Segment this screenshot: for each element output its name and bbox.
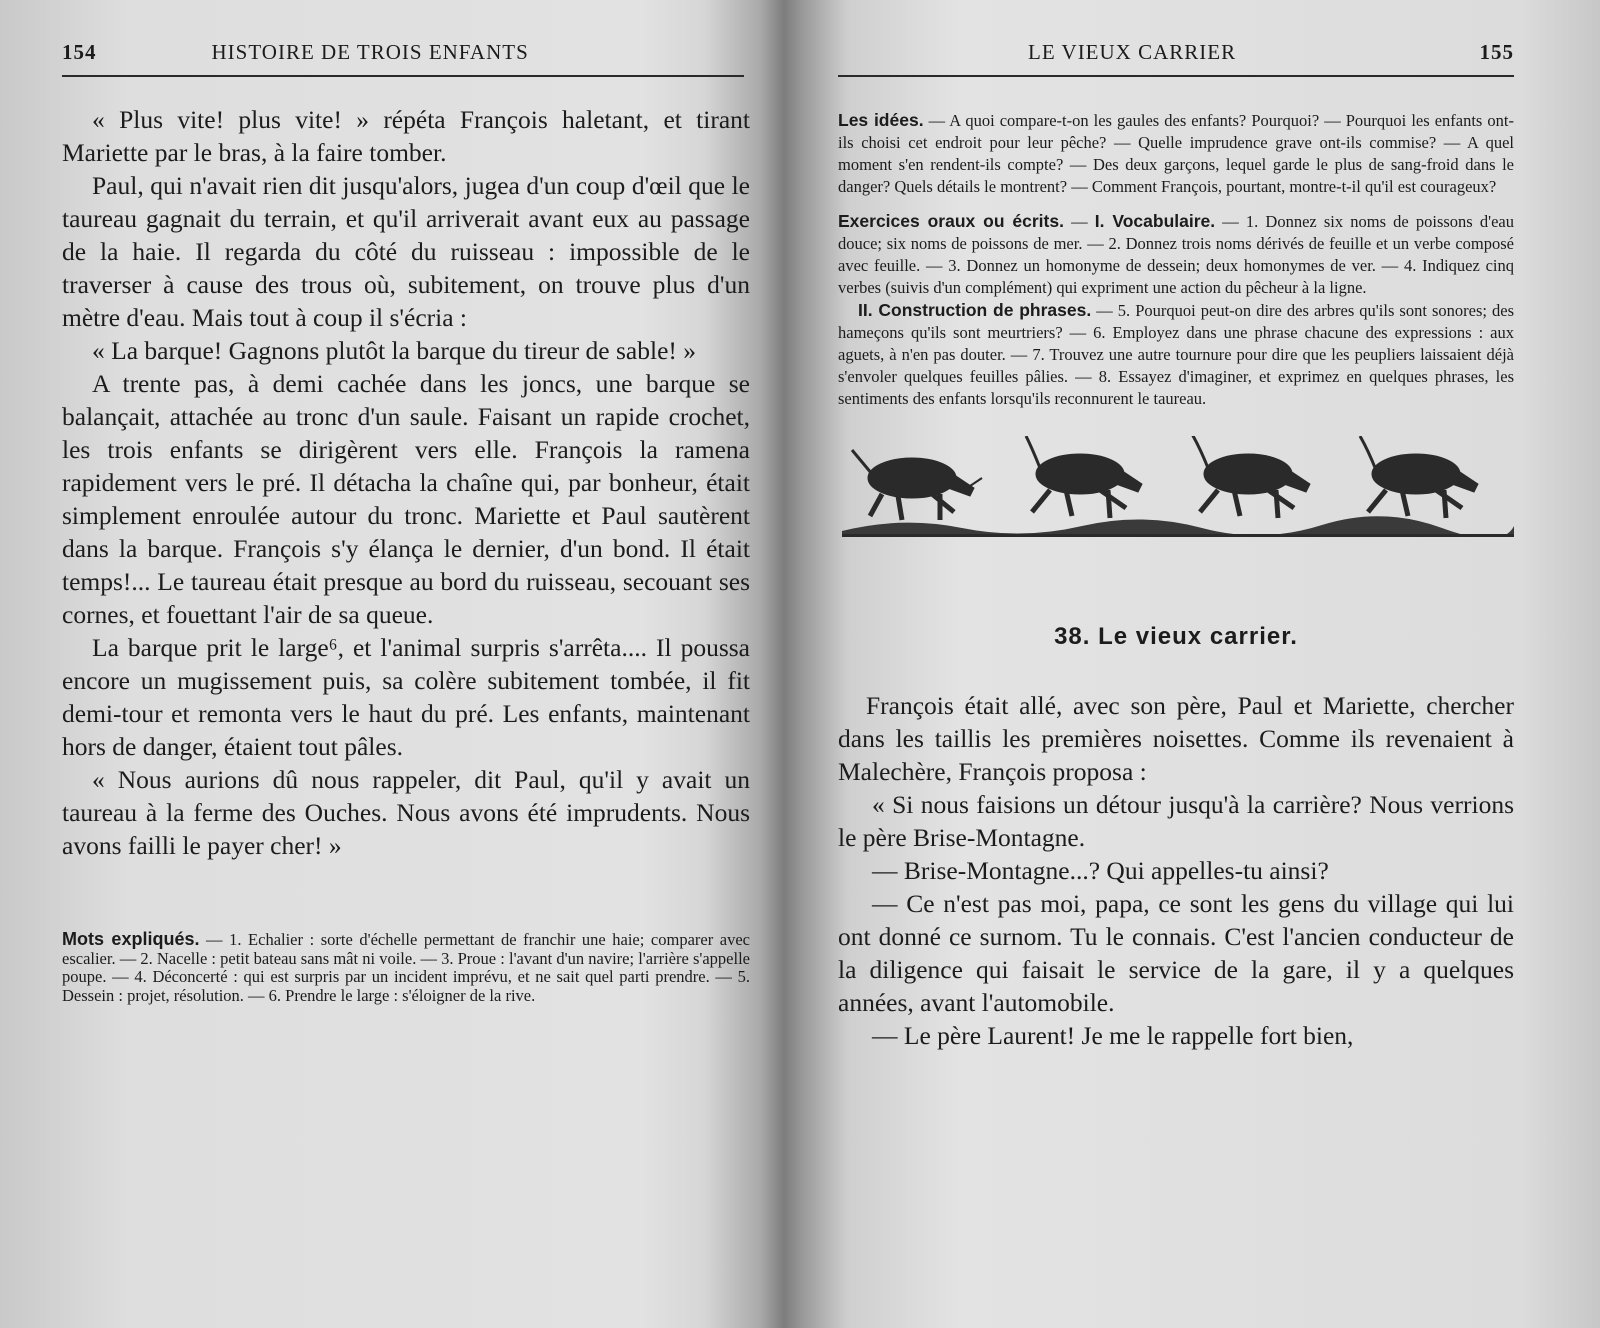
- footnotes-text: — 1. Echalier : sorte d'échelle permettant de franchir une haie; comparer avec escalier. — 2. Nacelle : petit bateau sans mât ni voile. — 3. Proue : l'avant d'un navire; l'arrière s'appelle poupe. — 4. Déconcerté : qui est surpris par un incident imprévu, et ne sait quel parti prendre. — 5. Dessein : projet, résolution. — 6. Prendre le large : s'éloigner de la rive.: [62, 930, 750, 1005]
- paragraph: « Si nous faisions un détour jusqu'à la carrière? Nous verrions le père Brise-Montagne.: [838, 790, 1514, 852]
- questions-section: [838, 109, 1514, 410]
- left-running-head: [62, 40, 744, 77]
- vocabulary-text: — 1. Donnez six noms de poissons d'eau douce; six noms de poissons de mer. — 2. Donnez trois noms dérivés de feuille et un verbe composé avec feuille. — 3. Donnez un homonyme de dessein; deux homonymes de ver. — 4. Indiquez cinq verbes (suivis d'un complément) qui expriment une action du pêcheur à la ligne.: [838, 212, 1514, 297]
- right-page: [780, 0, 1600, 1328]
- vocabulary-heading: I. Vocabulaire.: [1094, 211, 1216, 231]
- page-number-left: 154: [62, 40, 97, 64]
- paragraph: « Nous aurions dû nous rappeler, dit Paul, qu'il y avait un taureau à la ferme des Ouches. Nous avons été imprudents. Nous avons failli le payer cher! »: [62, 765, 750, 860]
- paragraph: Paul, qui n'avait rien dit jusqu'alors, jugea d'un coup d'œil que le taureau gagnait du terrain, et qu'il arriverait avant eux au passage de la haie. Il regarda du côté du ruisseau : impossible de le traverser à cause des trous où, subitement, on trouve plus d'un mètre d'eau. Mais tout à coup il s'écria :: [62, 171, 750, 332]
- left-page: [0, 0, 780, 1328]
- running-title-right: LE VIEUX CARRIER: [1028, 40, 1237, 64]
- left-body-text: [62, 103, 750, 862]
- questions-ideas: [838, 109, 1514, 198]
- bulls-illustration: [842, 436, 1514, 537]
- paragraph: « La barque! Gagnons plutôt la barque du tireur de sable! »: [92, 336, 697, 365]
- construction-text: — 5. Pourquoi peut-on dire des arbres qu'ils sont sonores; des hameçons qu'ils sont meurtriers? — 6. Employez dans une phrase chacune des expressions : aux aguets, à n'en pas douter. — 7. Trouvez une autre tournure pour dire que les peupliers laissaient déjà s'envoler quelques feuilles pâlies. — 8. Essayez d'imaginer, et exprimez en quelques phrases, les sentiments des enfants lorsqu'ils reconnurent le taureau.: [838, 301, 1514, 408]
- exercises-vocabulary: Exercices oraux ou écrits. — I. Vocabulaire. — 1. Donnez six noms de poissons d'eau douce; six noms de poissons de mer. — 2. Donnez trois noms dérivés de feuille et un verbe composé avec feuille. — 3. Donnez un homonyme de dessein; deux homonymes de ver. — 4. Indiquez cinq verbes (suivis d'un complément) qui expriment une action du pêcheur à la ligne.: [838, 211, 1514, 297]
- exercises-heading: Exercices oraux ou écrits.: [838, 211, 1064, 231]
- word-explanations: [62, 930, 750, 1005]
- construction-heading: II. Construction de phrases.: [858, 300, 1092, 320]
- paragraph: François était allé, avec son père, Paul et Mariette, chercher dans les taillis les premières noisettes. Comme ils revenaient à Malechère, François proposa :: [838, 691, 1514, 786]
- paragraph: A trente pas, à demi cachée dans les joncs, une barque se balançait, attachée au tronc d'un saule. Faisant un rapide crochet, les trois enfants se dirigèrent vers elle. François la ramena rapidement vers le pré. Il détacha la chaîne qui, par bonheur, était simplement enroulée autour du tronc. Mariette et Paul sautèrent dans la barque. François s'y élança le dernier, d'un bond. Il était temps!... Le taureau était presque au bord du ruisseau, secouant ses cornes, et fouettant l'air de sa queue.: [62, 369, 750, 629]
- exercises-construction: [838, 299, 1514, 410]
- paragraph: — Le père Laurent! Je me le rappelle fort bien,: [872, 1021, 1354, 1050]
- right-running-head: [838, 40, 1514, 77]
- footnotes-title: Mots expliqués.: [62, 929, 200, 949]
- running-title-left: HISTOIRE DE TROIS ENFANTS: [211, 40, 529, 64]
- paragraph: « Plus vite! plus vite! » répéta François haletant, et tirant Mariette par le bras, à la faire tomber.: [62, 105, 750, 167]
- paragraph: — Ce n'est pas moi, papa, ce sont les gens du village qui lui ont donné ce surnom. Tu le connais. C'est l'ancien conducteur de la diligence qui faisait le service de la gare, il y a quelques années, avant l'automobile.: [838, 889, 1514, 1017]
- chapter-title: 38. Le vieux carrier.: [1054, 623, 1298, 650]
- page-number-right: 155: [1479, 40, 1514, 64]
- paragraph: — Brise-Montagne...? Qui appelles-tu ainsi?: [872, 856, 1329, 885]
- paragraph: La barque prit le large⁶, et l'animal surpris s'arrêta.... Il poussa encore un mugissement puis, sa colère subitement tombée, il fit demi-tour et remonta vers le haut du pré. Les enfants, maintenant hors de danger, étaient tout pâles.: [62, 633, 750, 761]
- ideas-heading: Les idées.: [838, 110, 924, 130]
- right-body-text: [838, 689, 1514, 1052]
- ideas-text: — A quoi compare-t-on les gaules des enfants? Pourquoi? — Pourquoi les enfants ont-ils choisi cet endroit pour leur pêche? — Quelle imprudence grave ont-ils commise? — A quel moment s'en rendent-ils compte? — Des deux garçons, lequel garde le plus de sang-froid dans le danger? Quels détails le montrent? — Comment François, pourtant, montre-t-il qu'il est courageux?: [838, 111, 1514, 196]
- charging-bulls-icon: [842, 436, 1514, 534]
